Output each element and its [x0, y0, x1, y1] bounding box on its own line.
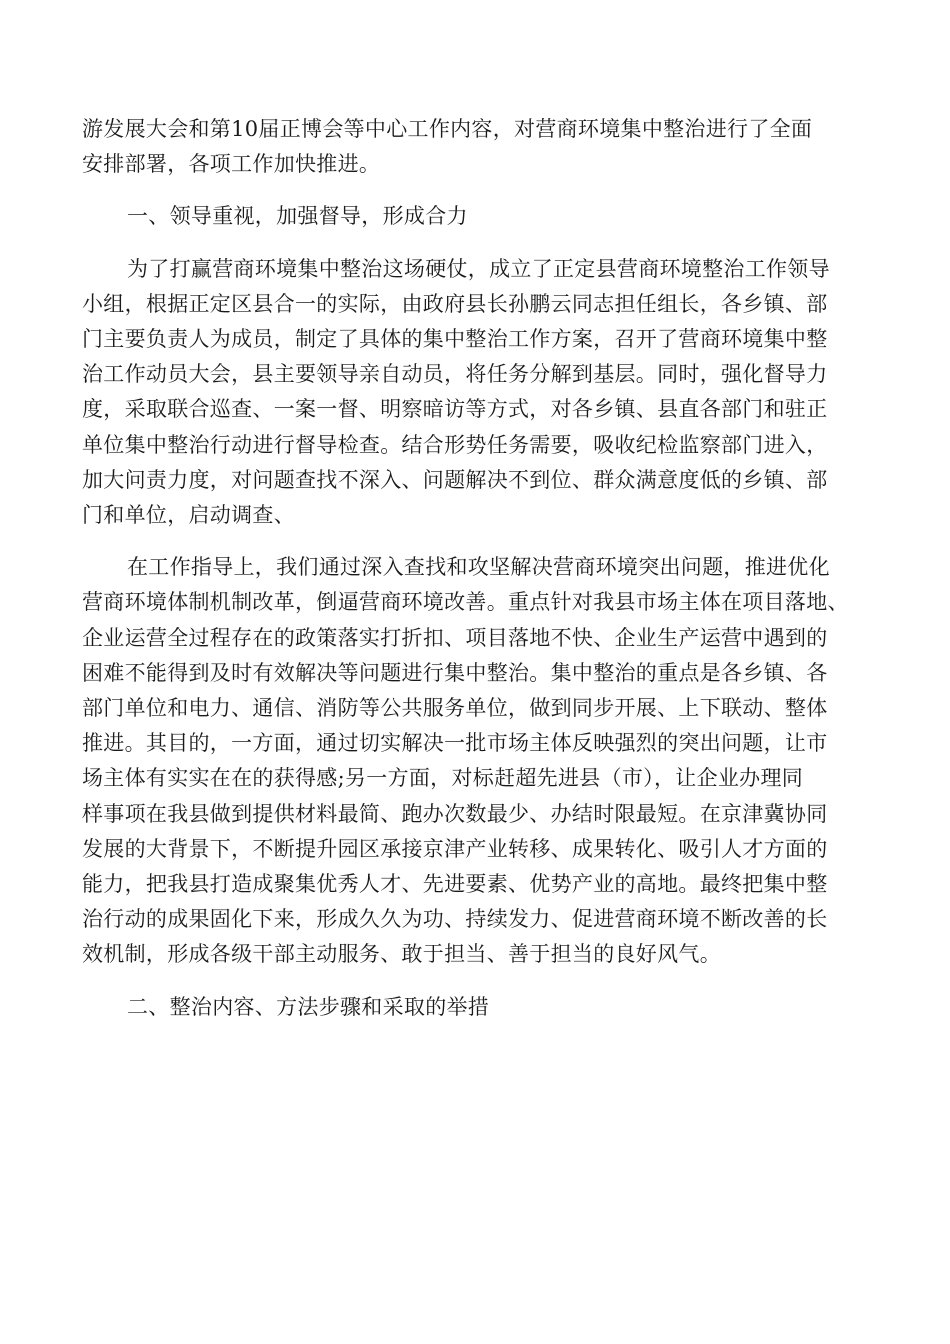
- para1-line-6: 单位集中整治行动进行督导检查。结合形势任务需要，吸收纪检监察部门进入，: [82, 432, 828, 457]
- para2-line-3: 企业运营全过程存在的政策落实打折扣、项目落地不快、企业生产运营中遇到的: [82, 625, 828, 650]
- para2-line-9: 发展的大背景下，不断提升园区承接京津产业转移、成果转化、吸引人才方面的: [82, 836, 828, 861]
- para2-line-5: 部门单位和电力、通信、消防等公共服务单位，做到同步开展、上下联动、整体: [82, 696, 828, 721]
- para2-line-8: 样事项在我县做到提供材料最简、跑办次数最少、办结时限最短。在京津冀协同: [82, 801, 828, 826]
- para1-line-8: 门和单位，启动调查、: [82, 503, 295, 528]
- section-heading-2: 二、整治内容、方法步骤和采取的举措: [127, 994, 490, 1019]
- para2-line-7: 场主体有实实在在的获得感;另一方面，对标赶超先进县（市），让企业办理同: [82, 766, 804, 791]
- para2-line-10: 能力，把我县打造成聚集优秀人才、先进要素、优势产业的高地。最终把集中整: [82, 872, 828, 897]
- para2-line-12: 效机制，形成各级干部主动服务、敢于担当、善于担当的良好风气。: [82, 942, 721, 967]
- para2-line-6: 推进。其目的，一方面，通过切实解决一批市场主体反映强烈的突出问题，让市: [82, 731, 828, 756]
- para1-line-7: 加大问责力度，对问题查找不深入、问题解决不到位、群众满意度低的乡镇、部: [82, 467, 828, 492]
- intro-line-2: 安排部署，各项工作加快推进。: [82, 152, 381, 177]
- para2-line-11: 治行动的成果固化下来，形成久久为功、持续发力、促进营商环境不断改善的长: [82, 907, 828, 932]
- para1-line-2: 小组，根据正定区县合一的实际，由政府县长孙鹏云同志担任组长，各乡镇、部: [82, 291, 828, 316]
- para2-line-2: 营商环境体制机制改革，倒逼营商环境改善。重点针对我县市场主体在项目落地、: [82, 590, 849, 615]
- para2-line-4: 困难不能得到及时有效解决等问题进行集中整治。集中整治的重点是各乡镇、各: [82, 660, 828, 685]
- para1-line-1: 为了打赢营商环境集中整治这场硬仗，成立了正定县营商环境整治工作领导: [127, 256, 830, 281]
- section-heading-1: 一、领导重视，加强督导，形成合力: [127, 204, 468, 229]
- document-body: [82, 112, 872, 1025]
- intro-paragraph: [82, 112, 872, 182]
- intro-line-1: 游发展大会和第10届正博会等中心工作内容，对营商环境集中整治进行了全面: [82, 117, 813, 141]
- para1-line-5: 度，采取联合巡查、一案一督、明察暗访等方式，对各乡镇、县直各部门和驻正: [82, 397, 828, 422]
- para2-line-1: 在工作指导上，我们通过深入查找和攻坚解决营商环境突出问题，推进优化: [127, 555, 830, 580]
- para1-line-3: 门主要负责人为成员，制定了具体的集中整治工作方案，召开了营商环境集中整: [82, 327, 828, 352]
- para1-line-4: 治工作动员大会，县主要领导亲自动员，将任务分解到基层。同时，强化督导力: [82, 362, 828, 387]
- paragraph-guidance: [82, 550, 872, 972]
- paragraph-leadership: [82, 252, 872, 534]
